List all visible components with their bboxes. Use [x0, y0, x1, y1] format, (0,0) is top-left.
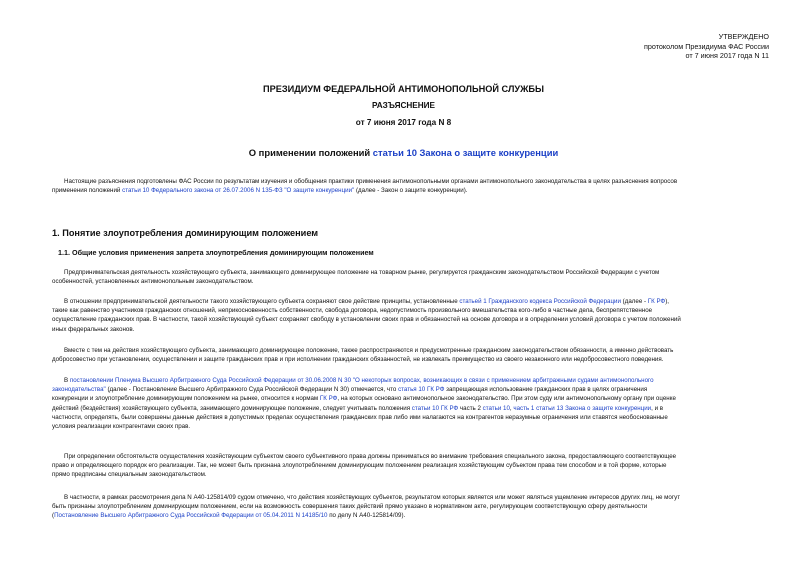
text-fragment: ,	[509, 404, 514, 412]
paragraph-1	[52, 268, 768, 286]
vas-resolution-link[interactable]: Постановление Высшего Арбитражного Суда Российской Федерации от 05.04.2011 N 14185/10	[54, 512, 328, 520]
text-fragment: В отношении предпринимательской деятельности такого хозяйствующего субъекта сохраняют свое действие принципы, установленные	[64, 298, 460, 305]
approval-line: УТВЕРЖДЕНО	[718, 32, 769, 41]
section-heading: 1. Понятие злоупотребления доминирующим положением	[52, 228, 319, 238]
approval-line: протоколом Президиума ФАС России	[643, 41, 769, 51]
text-line: осуществление гражданских прав. В частности, такой хозяйствующий субъект сохраняет свободу в установлении своих прав и обязанностей на основе договора и в определении условий договора с учетом положений	[52, 316, 681, 324]
civil-code-link[interactable]: статьей 1 Гражданского кодекса Российской Федерации	[459, 298, 621, 305]
text-line: особенностей, установленных антимонопольным законодательством.	[52, 278, 254, 286]
document-date: от 7 июня 2017 года N 8	[355, 118, 452, 127]
text-fragment: , на которых основано антимонопольное законодательство. При этом суду или антимонопольному органу при оценке	[337, 395, 676, 403]
text-fragment: , и в	[651, 404, 664, 412]
paragraph-2	[52, 297, 768, 334]
text-fragment: (	[52, 512, 55, 520]
document-type: РАЗЪЯСНЕНИЕ	[371, 101, 436, 110]
text-line	[52, 404, 768, 413]
text-line: такие как равенство участников гражданских отношений, неприкосновенность собственности, свобода договора, недопустимость произвольного вмешательства кого-либо в частные дела, беспрепятственное	[52, 307, 653, 315]
plenum-resolution-link[interactable]: постановлении Пленума Высшего Арбитражного Суда Российской Федерации от 30.06.2008 N 30 "О некоторых вопросах, возникающих в связи с применением арбитражными судами антимонопольного	[69, 377, 654, 384]
text-line: При определении обстоятельств осуществления хозяйствующим субъектом своего субъективного права должны приниматься во внимание требования специального закона, предоставляющего соответствующее	[64, 453, 677, 460]
text-line: иных федеральных законов.	[52, 325, 135, 333]
organization-title: ПРЕЗИДИУМ ФЕДЕРАЛЬНОЙ АНТИМОНОПОЛЬНОЙ СЛУЖБЫ	[262, 84, 545, 94]
text-line	[52, 385, 768, 394]
article-10-link[interactable]: статьи 10	[482, 404, 510, 412]
text-line: быть признаны злоупотреблением доминирующим положением, если на возможность совершения таких действий прямо указано в нормативном акте, регулирующем соответствующую сферу деятельности	[52, 503, 648, 511]
plenum-resolution-link-cont[interactable]: законодательства"	[52, 386, 106, 394]
text-fragment: конкуренции и злоупотребление доминирующим положением на рынке, относится к нормам	[52, 395, 320, 403]
text-line: прямо предписаны специальным законодательством.	[52, 471, 207, 479]
text-line: право и определяющего порядок его реализации. Так, не может быть признана злоупотреблением доминирующим положением реализация хозяйствующим субъектом права тем способом и в той форме, которые	[52, 462, 667, 470]
approval-line: от 7 июня 2017 года N 11	[685, 51, 769, 61]
subject-law-link[interactable]: статьи 10 Закона о защите конкуренции	[372, 147, 559, 158]
text-fragment: В	[64, 377, 70, 384]
gk-rf-link[interactable]: ГК РФ	[647, 298, 666, 305]
intro-paragraph	[52, 177, 768, 195]
subsection-heading: 1.1. Общие условия применения запрета злоупотребления доминирующим положением	[58, 248, 374, 257]
article-10-gk-link[interactable]: статьи 10 ГК РФ	[411, 404, 459, 412]
text-line: условия реализации контрагентами своих прав.	[52, 423, 191, 431]
text-fragment: действий (бездействия) хозяйствующего субъекта, занимающего доминирующее положение, следует учитывать положения	[52, 404, 412, 412]
text-line: добросовестно при установлении, осуществлении и защите гражданских прав и при исполнении гражданских обязанностей, не извлекать преимущество из своего незаконного или недобросовестного поведения.	[52, 356, 664, 364]
text-line	[52, 511, 768, 520]
text-line	[52, 376, 768, 385]
paragraph-3	[52, 346, 768, 364]
text-fragment: (далее - Постановление Высшего Арбитражного Суда Российской Федерации N 30) отмечается, что	[105, 386, 399, 394]
text-line: В частности, в рамках рассмотрения дела N А40-125814/09 судом отмечено, что действия хозяйствующих субъектов, результатом которых является или может являться ущемление интересов других лиц, не могут	[64, 494, 681, 501]
paragraph-5	[52, 452, 768, 480]
text-line: Вместе с тем на действия хозяйствующего субъекта, занимающего доминирующее положение, также распространяются и предусмотренные гражданским законодательством обязанности, а именно действовать	[64, 347, 674, 354]
text-fragment: по делу N А40-125814/09).	[327, 512, 406, 520]
text-fragment: (далее -	[620, 298, 648, 305]
paragraph-6	[52, 493, 768, 521]
paragraph-4	[52, 376, 768, 431]
text-fragment: запрещающая использование гражданских прав в целях ограничения	[444, 386, 648, 394]
law-link[interactable]: статьи 10 Федерального закона от 26.07.2006 N 135-ФЗ "О защите конкуренции"	[122, 187, 355, 195]
text-fragment: часть 2	[458, 404, 483, 412]
text-line: частности, определять, были совершены данные действия в допустимых пределах осуществления гражданских прав либо ими налагаются на контрагентов неразумные ограничения или ставятся необоснованные	[52, 413, 668, 421]
document-subject	[60, 147, 747, 158]
subject-text: О применении положений	[248, 147, 373, 158]
text-fragment: (далее - Закон о защите конкуренции).	[354, 187, 468, 195]
text-fragment: ),	[665, 298, 669, 305]
text-fragment: применения положений	[52, 187, 123, 195]
article-10-gk-link[interactable]: статья 10 ГК РФ	[398, 386, 445, 394]
text-line: Предпринимательская деятельность хозяйствующего субъекта, занимающего доминирующее положение на товарном рынке, регулируется гражданским законодательством Российской Федерации с учетом	[64, 269, 660, 276]
text-line	[52, 186, 768, 195]
article-13-link[interactable]: часть 1 статьи 13 Закона о защите конкуренции	[513, 404, 652, 412]
gk-rf-link[interactable]: ГК РФ	[319, 395, 338, 403]
text-line	[52, 297, 768, 306]
text-line: Настоящие разъяснения подготовлены ФАС России по результатам изучения и обобщения практики применения антимонопольными органами антимонопольного законодательства в целях разъяснения вопросов	[64, 178, 678, 185]
approval-stamp	[549, 32, 769, 61]
text-line	[52, 394, 768, 403]
